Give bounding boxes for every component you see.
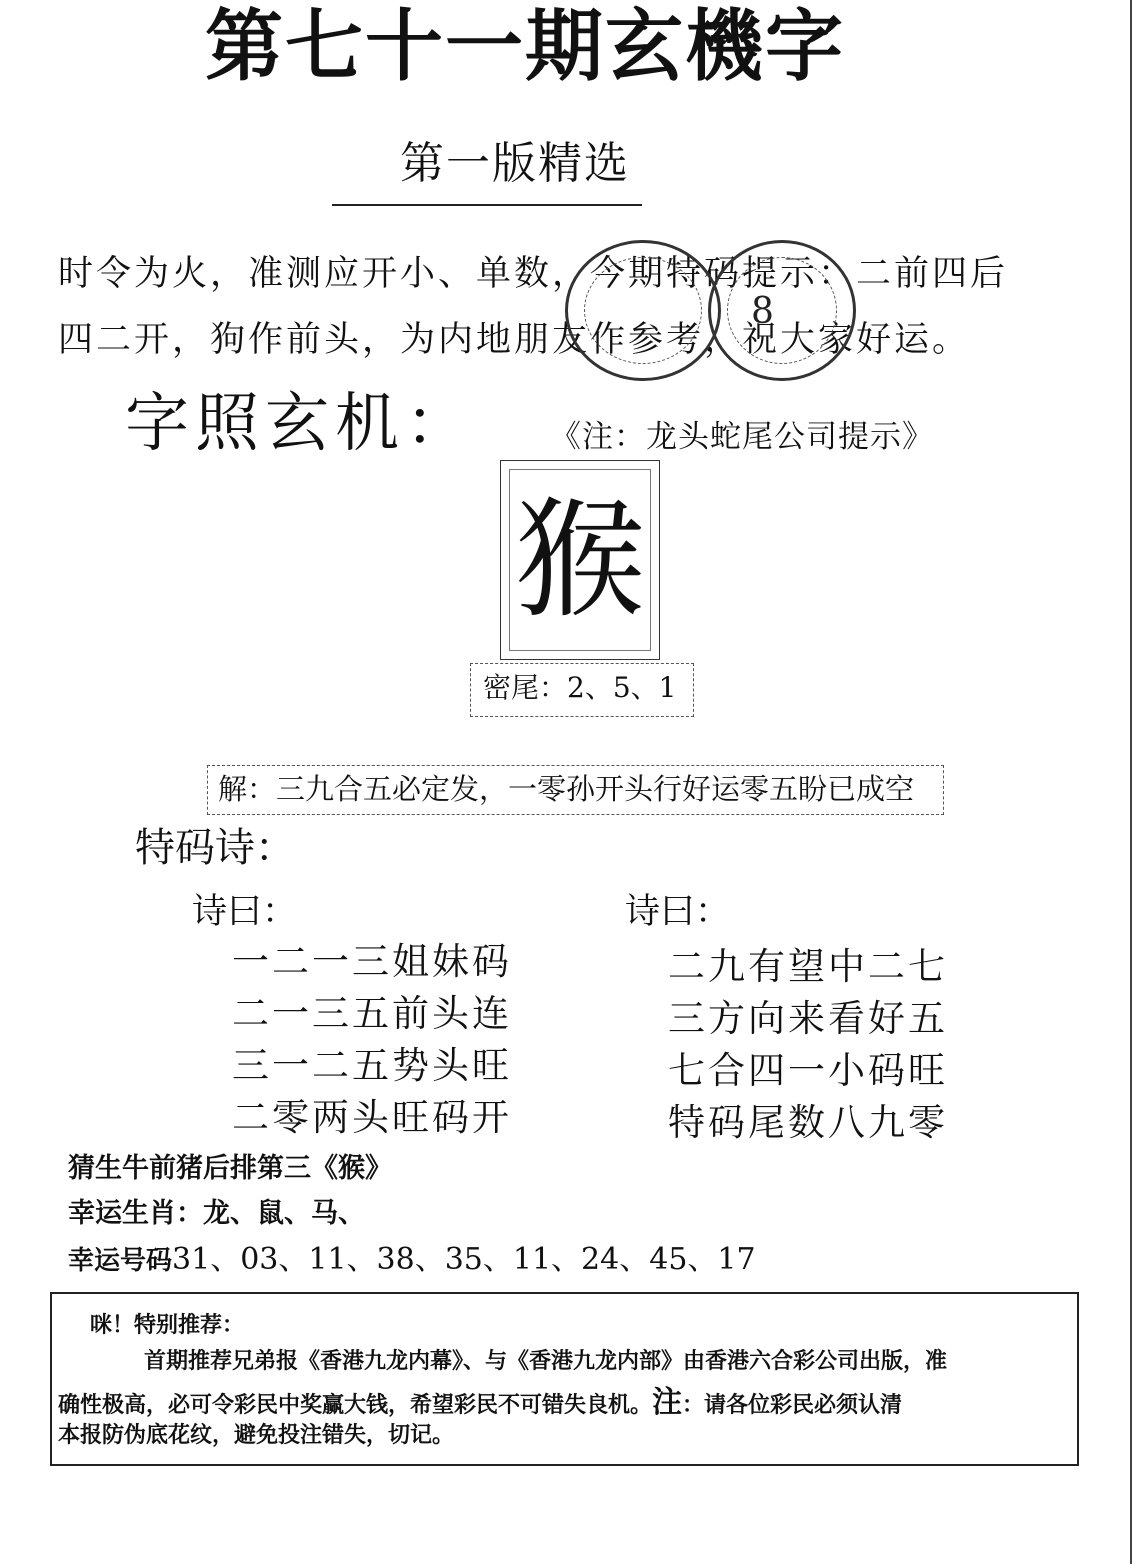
stamp-seal-right-ring — [727, 257, 837, 364]
notice-line-3-post: ：请各位彩民必须认清 — [682, 1392, 903, 1418]
tail-number-text: 密尾：2、5、1 — [483, 671, 677, 704]
poem-left-line: 二零两头旺码开 — [232, 1096, 512, 1139]
lucky-numbers-label: 幸运号码 — [68, 1246, 173, 1276]
tail-number-box — [470, 663, 694, 717]
special-recommendation-box — [50, 1292, 1079, 1466]
lucky-numbers-value: 31、03、11、38、35、11、24、45、17 — [172, 1242, 756, 1277]
notice-line-1: 咪！特别推荐： — [90, 1312, 245, 1338]
poem-left-line: 一二一三姐妹码 — [232, 940, 512, 983]
riddle-note: 《注：龙头蛇尾公司提示》 — [550, 419, 934, 455]
scan-edge-line — [1130, 0, 1132, 1564]
stamp-seal-left-ring — [584, 257, 702, 364]
stamp-seal-left — [565, 240, 721, 381]
explanation-text: 解：三九合五必定发，一零孙开头行好运零五盼已成空 — [218, 772, 915, 806]
poem-left-line: 二一三五前头连 — [232, 992, 512, 1035]
lucky-numbers-line — [68, 1242, 756, 1277]
intro-line-2: 四二开，狗作前头，为内地朋友作参考，祝大家好运。 — [58, 320, 971, 360]
lucky-zodiac-line: 幸运生肖：龙、鼠、马、 — [68, 1198, 365, 1229]
stamp-seal-mark: 8 — [751, 291, 774, 332]
poem-right-line: 特码尾数八九零 — [668, 1101, 948, 1144]
poem-left-line: 三一二五势头旺 — [232, 1044, 512, 1087]
notice-line-4: 本报防伪底花纹，避免投注错失，切记。 — [58, 1422, 455, 1448]
poem-right-line: 七合四一小码旺 — [668, 1049, 948, 1092]
intro-line-1: 时令为火，准测应开小、单数，今期特码提示：二前四后 — [58, 254, 1009, 294]
riddle-heading: 字照玄机： — [125, 387, 475, 461]
subtitle-underline — [332, 204, 642, 206]
poem-section-title: 特码诗： — [135, 825, 295, 871]
riddle-character-box — [500, 460, 660, 660]
poem-right-line: 二九有望中二七 — [668, 945, 948, 988]
stamp-seal-right — [708, 240, 856, 381]
notice-line-2: 首期推荐兄弟报《香港九龙内幕》、与《香港九龙内部》由香港六合彩公司出版，准 — [144, 1348, 948, 1374]
riddle-character-frame — [509, 469, 651, 651]
explanation-box — [207, 765, 944, 815]
poem-right-line: 三方向来看好五 — [668, 997, 948, 1040]
notice-line-3 — [58, 1385, 903, 1420]
notice-note-mark: 注 — [652, 1385, 683, 1420]
page-subtitle: 第一版精选 — [400, 138, 630, 189]
page-title: 第七十一期玄機字 — [205, 1, 846, 92]
poem-left-head: 诗曰： — [192, 892, 298, 932]
zodiac-guess-line: 猜生牛前猪后排第三《猴》 — [68, 1153, 392, 1184]
notice-line-3-pre: 确性极高，必可令彩民中奖赢大钱，希望彩民不可错失良机。 — [58, 1392, 653, 1418]
poem-right-head: 诗曰： — [625, 892, 731, 932]
riddle-character: 猴 — [514, 484, 645, 636]
